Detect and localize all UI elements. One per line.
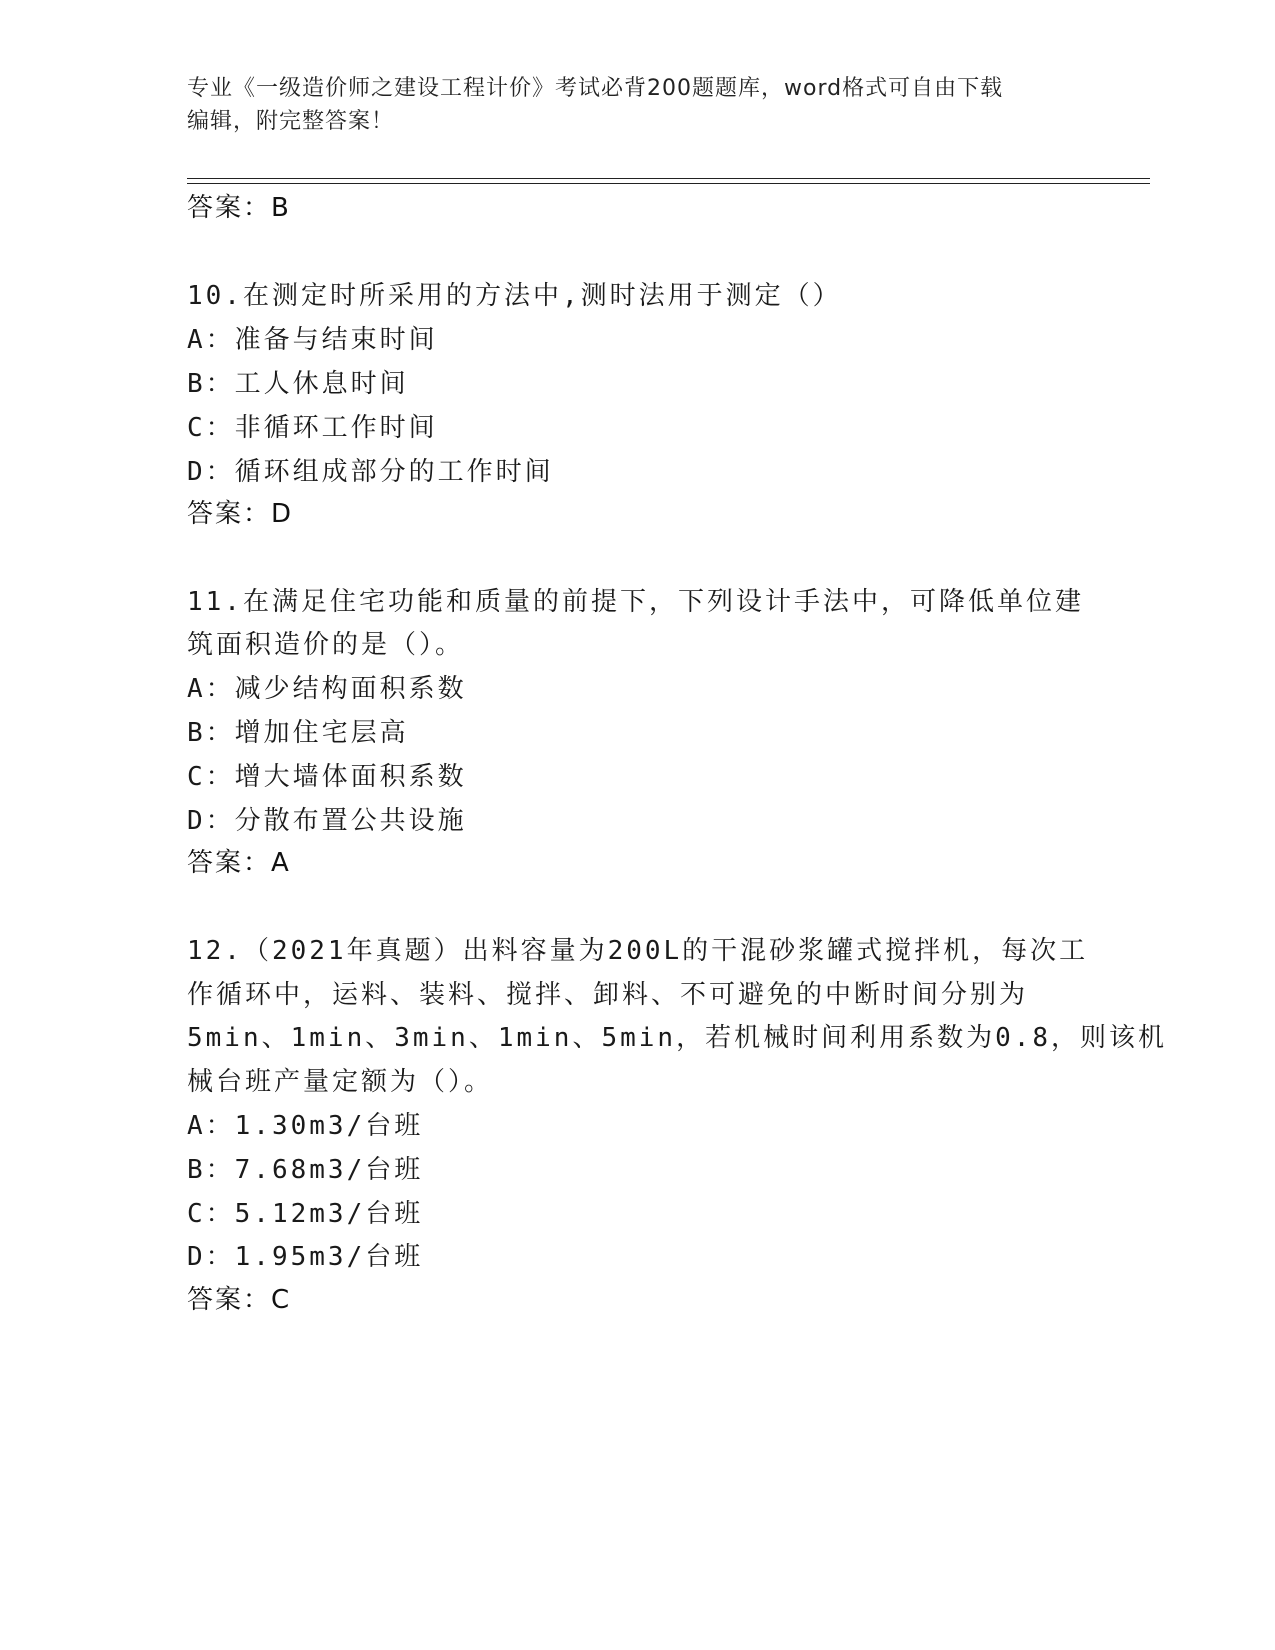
header-title-line-1: 专业《一级造价师之建设工程计价》考试必背200题题库，word格式可自由下载 (187, 76, 1004, 101)
header-title-line-2: 编辑，附完整答案！ (187, 109, 395, 134)
question-11-option-d: D：分散布置公共设施 (187, 806, 467, 836)
question-12-answer: 答案：C (187, 1285, 292, 1315)
question-12-option-d: D：1.95m3/台班 (187, 1242, 424, 1272)
question-10-option-d: D：循环组成部分的工作时间 (187, 457, 554, 487)
header-divider-top (187, 178, 1150, 179)
document-header (187, 72, 1087, 138)
question-12-option-b: B：7.68m3/台班 (187, 1155, 424, 1185)
question-12-stem-line-1: 12.（2021年真题）出料容量为200L的干混砂浆罐式搅拌机，每次工 (187, 936, 1089, 966)
question-10-stem-line-1: 10.在测定时所采用的方法中,测时法用于测定（） (187, 281, 842, 311)
question-11-option-c: C：增大墙体面积系数 (187, 762, 467, 792)
question-10-option-a: A：准备与结束时间 (187, 325, 438, 355)
question-12-stem-line-4: 械台班产量定额为（）。 (187, 1067, 494, 1097)
question-11-stem-line-2: 筑面积造价的是（）。 (187, 630, 465, 660)
question-11-answer: 答案：A (187, 848, 291, 878)
question-12-stem-line-3: 5min、1min、3min、1min、5min，若机械时间利用系数为0.8，则该机 (187, 1023, 1168, 1053)
question-11-stem-line-1: 11.在满足住宅功能和质量的前提下，下列设计手法中，可降低单位建 (187, 587, 1084, 617)
previous-answer: 答案：B (187, 193, 291, 223)
question-10-option-b: B：工人休息时间 (187, 369, 409, 399)
question-11-option-b: B：增加住宅层高 (187, 718, 409, 748)
question-10-answer: 答案：D (187, 499, 294, 529)
question-12-option-c: C：5.12m3/台班 (187, 1199, 424, 1229)
question-12-stem-line-2: 作循环中，运料、装料、搅拌、卸料、不可避免的中断时间分别为 (187, 980, 1029, 1010)
question-10-option-c: C：非循环工作时间 (187, 413, 438, 443)
header-divider-bottom (187, 183, 1150, 184)
question-11-option-a: A：减少结构面积系数 (187, 674, 467, 704)
question-12-option-a: A：1.30m3/台班 (187, 1111, 424, 1141)
